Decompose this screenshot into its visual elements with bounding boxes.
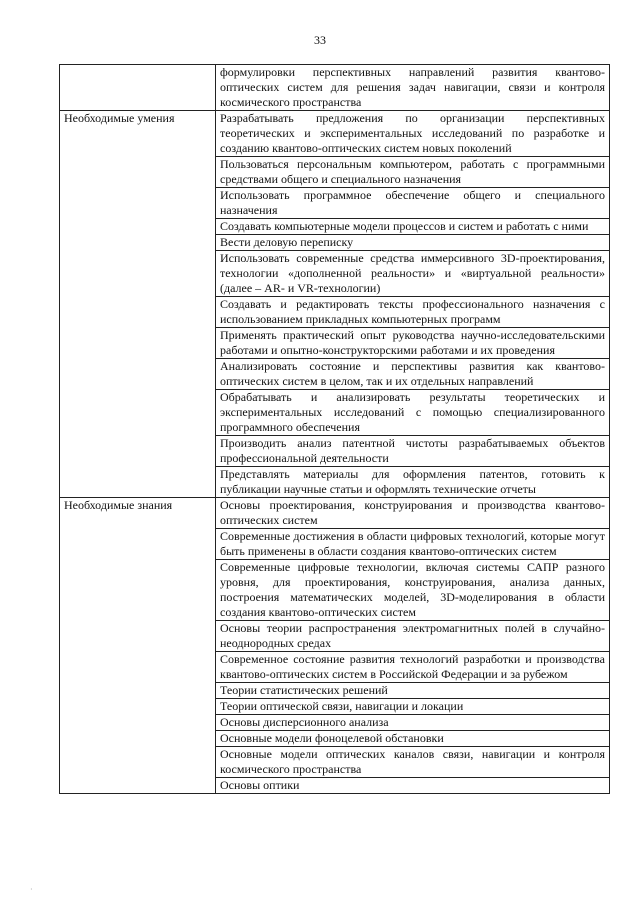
requirement-item: Использовать современные средства иммерсивного 3D-проектирования, технологии «дополненной реальности» и «виртуальной реальности» (далее – AR- и VR-технологии) (216, 251, 610, 297)
requirement-item: Анализировать состояние и перспективы развития как квантово-оптических систем в целом, так и их отдельных направлений (216, 359, 610, 390)
requirement-item: Обрабатывать и анализировать результаты теоретических и экспериментальных исследований с помощью специализированного программного обеспечения (216, 390, 610, 436)
page-number: 33 (314, 33, 326, 47)
requirement-item: Создавать компьютерные модели процессов и систем и работать с ними (216, 219, 610, 235)
requirement-item: Применять практический опыт руководства научно-исследовательскими работами и опытно-конструкторскими работами и их проведения (216, 328, 610, 359)
requirement-item: Современные достижения в области цифровых технологий, которые могут быть применены в области создания квантово-оптических систем (216, 529, 610, 560)
requirement-item: Производить анализ патентной чистоты разрабатываемых объектов профессиональной деятельности (216, 436, 610, 467)
margin-mark: · (30, 885, 33, 894)
requirements-table (59, 64, 610, 794)
requirement-item: Основы оптики (216, 778, 610, 794)
requirement-item: Современные цифровые технологии, включая системы САПР разного уровня, для проектирования, конструирования, анализа данных, построения математических моделей, 3D-моделирования в области создания квантово-оптических систем (216, 560, 610, 621)
requirement-item: Основные модели фоноцелевой обстановки (216, 731, 610, 747)
requirement-item: Теории оптической связи, навигации и локации (216, 699, 610, 715)
requirement-item: Создавать и редактировать тексты профессионального назначения с использованием прикладных компьютерных программ (216, 297, 610, 328)
requirement-item: Основы проектирования, конструирования и производства квантово-оптических систем (216, 498, 610, 529)
requirement-item: формулировки перспективных направлений развития квантово-оптических систем для решения задач навигации, связи и контроля космического пространства (216, 65, 610, 111)
requirement-item: Представлять материалы для оформления патентов, готовить к публикации научные статьи и оформлять технические отчеты (216, 467, 610, 498)
row-label (60, 65, 216, 111)
row-label: Необходимые умения (60, 111, 216, 498)
requirement-item: Разрабатывать предложения по организации перспективных теоретических и экспериментальных исследований по разработке и созданию квантово-оптических систем новых поколений (216, 111, 610, 157)
row-label: Необходимые знания (60, 498, 216, 794)
requirement-item: Использовать программное обеспечение общего и специального назначения (216, 188, 610, 219)
table-row (60, 111, 610, 157)
requirement-item: Основы дисперсионного анализа (216, 715, 610, 731)
requirement-item: Современное состояние развития технологий разработки и производства квантово-оптических систем в Российской Федерации и за рубежом (216, 652, 610, 683)
requirement-item: Основные модели оптических каналов связи, навигации и контроля космического пространства (216, 747, 610, 778)
table-row (60, 65, 610, 111)
requirement-item: Теории статистических решений (216, 683, 610, 699)
requirement-item: Основы теории распространения электромагнитных полей в случайно-неоднородных средах (216, 621, 610, 652)
requirement-item: Вести деловую переписку (216, 235, 610, 251)
table-row (60, 498, 610, 529)
requirement-item: Пользоваться персональным компьютером, работать с программными средствами общего и специального назначения (216, 157, 610, 188)
